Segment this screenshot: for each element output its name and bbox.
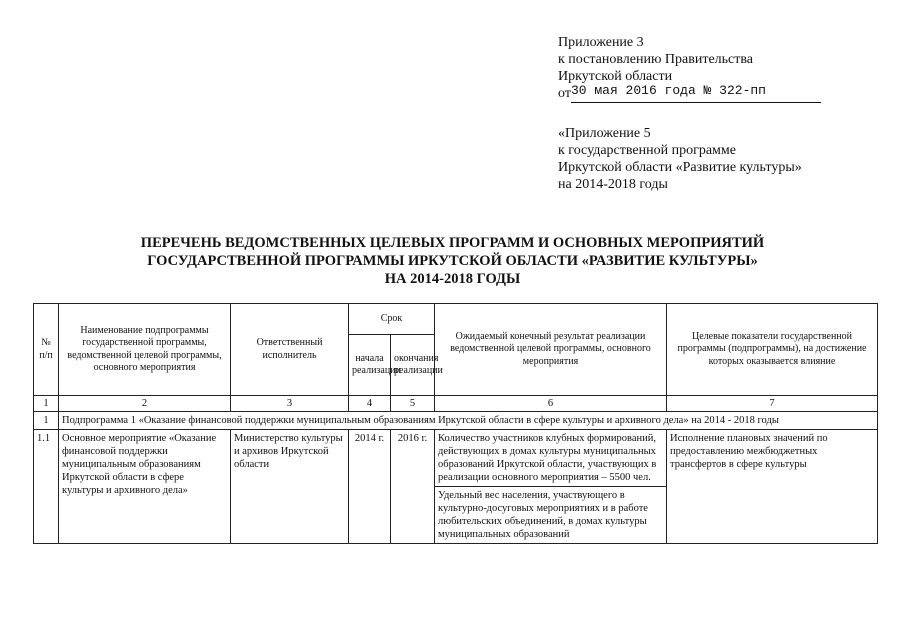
header-indicators: Целевые показатели государственной программы (подпрограммы), на достижение которых оказывается влияние (667, 304, 878, 396)
row-executor: Министерство культуры и архивов Иркутской области (231, 430, 349, 544)
row-name: Основное мероприятие «Оказание финансовой поддержки муниципальным образованиям Иркутской области в сфере культуры и архивного дела» (59, 430, 231, 544)
row-result-1: Количество участников клубных формирований, действующих в домах культуры муниципальных образований Иркутской области, участвующих в реализации основного мероприятия – 5500 чел. (435, 430, 667, 487)
header-num: № п/п (34, 304, 59, 396)
subprogram-row (34, 412, 878, 430)
appendix-3-line3: Иркутской области (558, 69, 673, 84)
date-line (571, 85, 821, 103)
header-row (34, 304, 878, 335)
title-line3: НА 2014-2018 ГОДЫ (384, 271, 521, 287)
title-line2: ГОСУДАРСТВЕННОЙ ПРОГРАММЫ ИРКУТСКОЙ ОБЛАСТИ «РАЗВИТИЕ КУЛЬТУРЫ» (147, 253, 758, 269)
appendix-3-line1: Приложение 3 (558, 35, 644, 50)
title-line1: ПЕРЕЧЕНЬ ВЕДОМСТВЕННЫХ ЦЕЛЕВЫХ ПРОГРАММ И ОСНОВНЫХ МЕРОПРИЯТИЙ (140, 235, 765, 251)
header-result: Ожидаемый конечный результат реализации ведомственной целевой программы, основного мероприятия (435, 304, 667, 396)
decree-date: 30 мая 2016 года № 322-пп (570, 83, 766, 98)
appendix-3-line2: к постановлению Правительства (558, 52, 754, 67)
row-start: 2014 г. (349, 430, 391, 544)
col-number: 4 (349, 396, 391, 412)
subprogram-num: 1 (34, 412, 59, 430)
col-number: 3 (231, 396, 349, 412)
appendix-3-date-row (558, 85, 821, 103)
appendix-5-line1: «Приложение 5 (558, 126, 651, 141)
header-executor: Ответственный исполнитель (231, 304, 349, 396)
appendix-3-header (558, 34, 821, 103)
date-prefix: от (558, 86, 571, 101)
column-numbers-row (34, 396, 878, 412)
appendix-5-line3: Иркутской области «Развитие культуры» (558, 160, 802, 175)
header-start: начала реализации (349, 335, 391, 396)
appendix-5-line2: к государственной программе (558, 143, 736, 158)
programs-table (33, 303, 878, 544)
row-result-2: Удельный вес населения, участвующего в культурно-досуговых мероприятиях и в работе любительских объединений, в домах культуры муниципальных образований (435, 487, 667, 544)
subprogram-title: Подпрограмма 1 «Оказание финансовой поддержки муниципальным образованиям Иркутской области в сфере культуры и архивного дела» на 2014 - 2018 годы (59, 412, 878, 430)
col-number: 7 (667, 396, 878, 412)
col-number: 6 (435, 396, 667, 412)
header-end: окончания реализации (391, 335, 435, 396)
col-number: 2 (59, 396, 231, 412)
appendix-5-header (558, 125, 802, 193)
col-number: 1 (34, 396, 59, 412)
row-num: 1.1 (34, 430, 59, 544)
row-end: 2016 г. (391, 430, 435, 544)
row-indicator: Исполнение плановых значений по предоставлению межбюджетных трансфертов в сфере культуры (667, 430, 878, 544)
header-term: Срок (349, 304, 435, 335)
col-number: 5 (391, 396, 435, 412)
table-row (34, 430, 878, 487)
header-name: Наименование подпрограммы государственной программы, ведомственной целевой программы, основного мероприятия (59, 304, 231, 396)
document-title (40, 234, 865, 288)
appendix-5-line4: на 2014-2018 годы (558, 177, 668, 192)
